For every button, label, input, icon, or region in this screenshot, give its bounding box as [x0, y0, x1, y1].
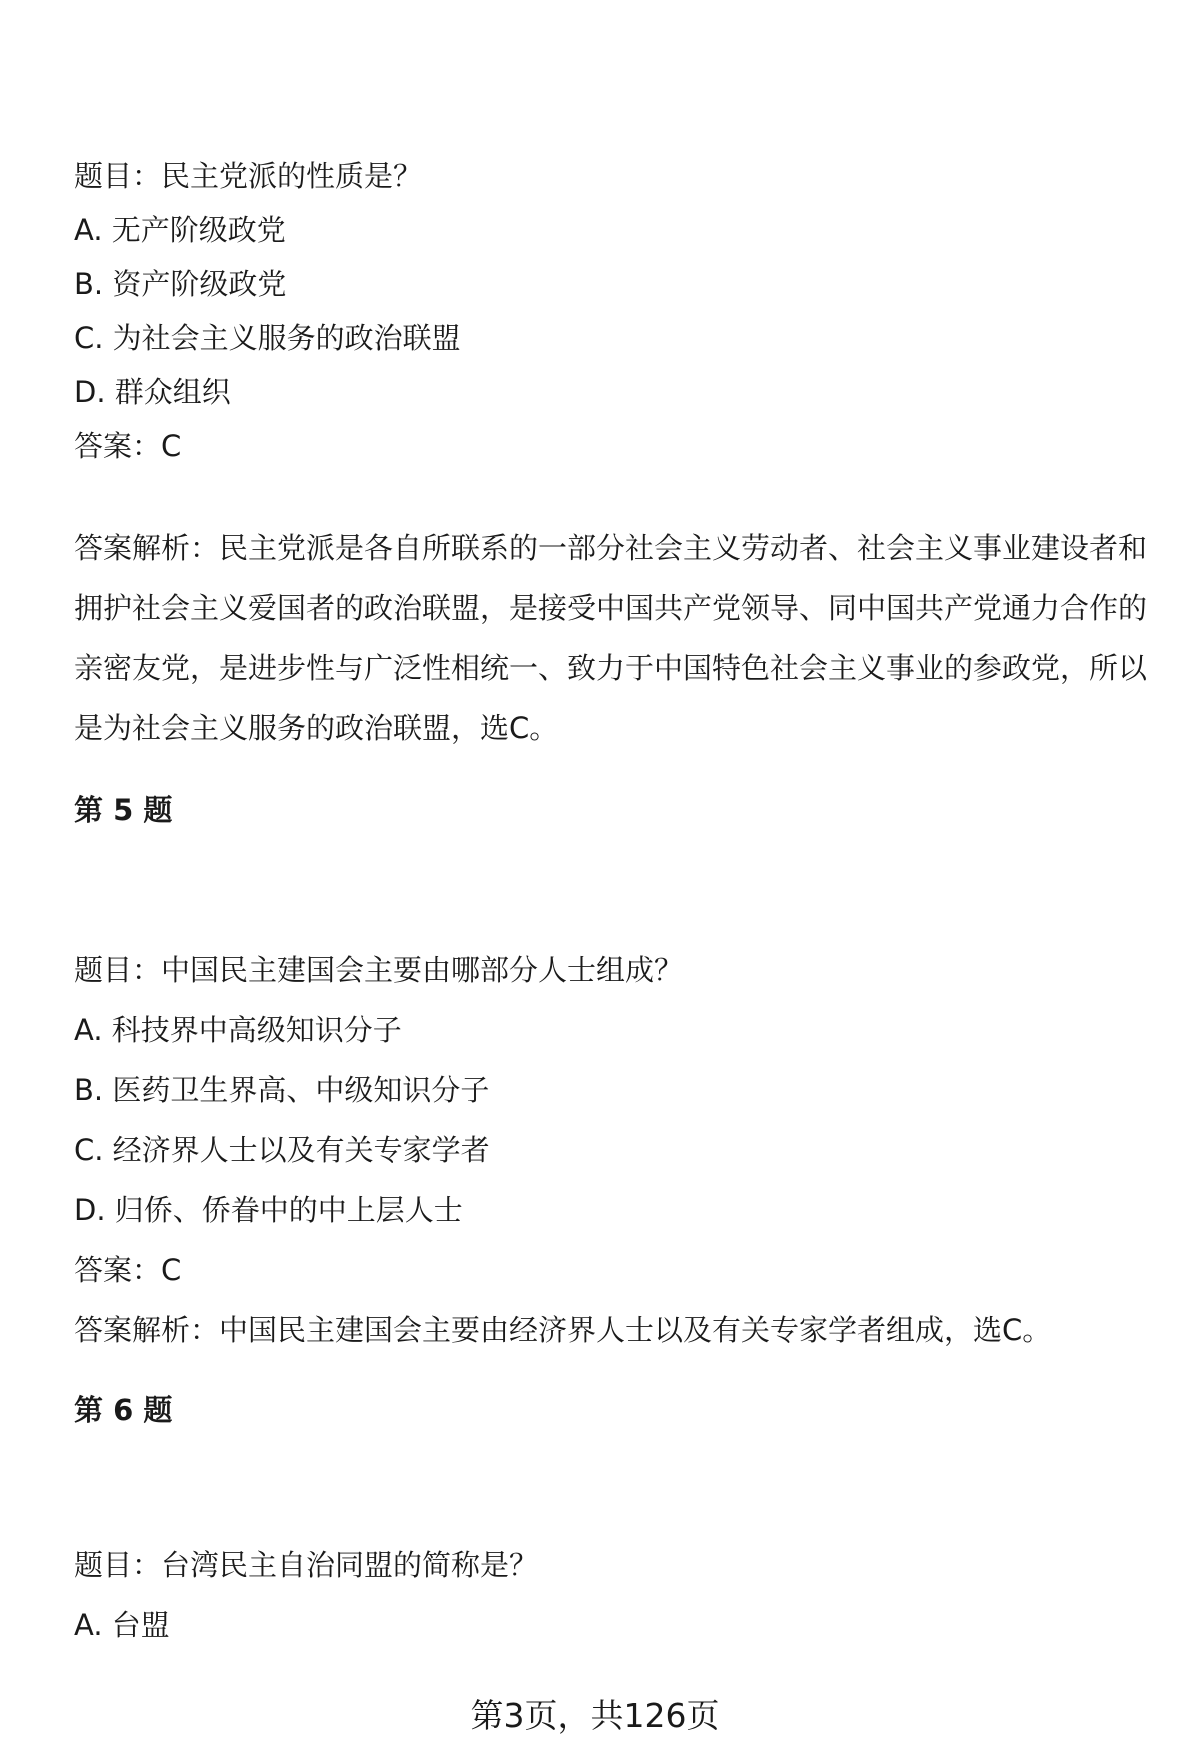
option-b: B. 医药卫生界高、中级知识分子	[74, 1073, 490, 1107]
option-d: D. 群众组织	[74, 375, 231, 409]
question-text: 题目：中国民主建国会主要由哪部分人士组成？	[74, 953, 684, 987]
question-6-heading: 第 6 题	[74, 1393, 173, 1427]
question-text: 题目：民主党派的性质是？	[74, 159, 423, 193]
answer-explanation: 答案解析：中国民主建国会主要由经济界人士以及有关专家学者组成，选C。	[74, 1313, 1052, 1347]
question-text: 题目：台湾民主自治同盟的简称是？	[74, 1548, 539, 1582]
option-a: A. 台盟	[74, 1608, 170, 1642]
answer: 答案：C	[74, 429, 182, 463]
option-a: A. 无产阶级政党	[74, 213, 286, 247]
option-c: C. 经济界人士以及有关专家学者	[74, 1133, 490, 1167]
option-a: A. 科技界中高级知识分子	[74, 1013, 402, 1047]
answer: 答案：C	[74, 1253, 182, 1287]
answer-explanation: 答案解析：民主党派是各自所联系的一部分社会主义劳动者、社会主义事业建设者和拥护社会主义爱国者的政治联盟，是接受中国共产党领导、同中国共产党通力合作的亲密友党，是进步性与广泛性相统一、致力于中国特色社会主义事业的参政党，所以是为社会主义服务的政治联盟，选C。	[74, 531, 1148, 745]
option-d: D. 归侨、侨眷中的中上层人士	[74, 1193, 463, 1227]
question-5-heading: 第 5 题	[74, 793, 173, 827]
option-c: C. 为社会主义服务的政治联盟	[74, 321, 461, 355]
page-number: 第3页，共126页	[470, 1696, 720, 1735]
option-b: B. 资产阶级政党	[74, 267, 287, 301]
